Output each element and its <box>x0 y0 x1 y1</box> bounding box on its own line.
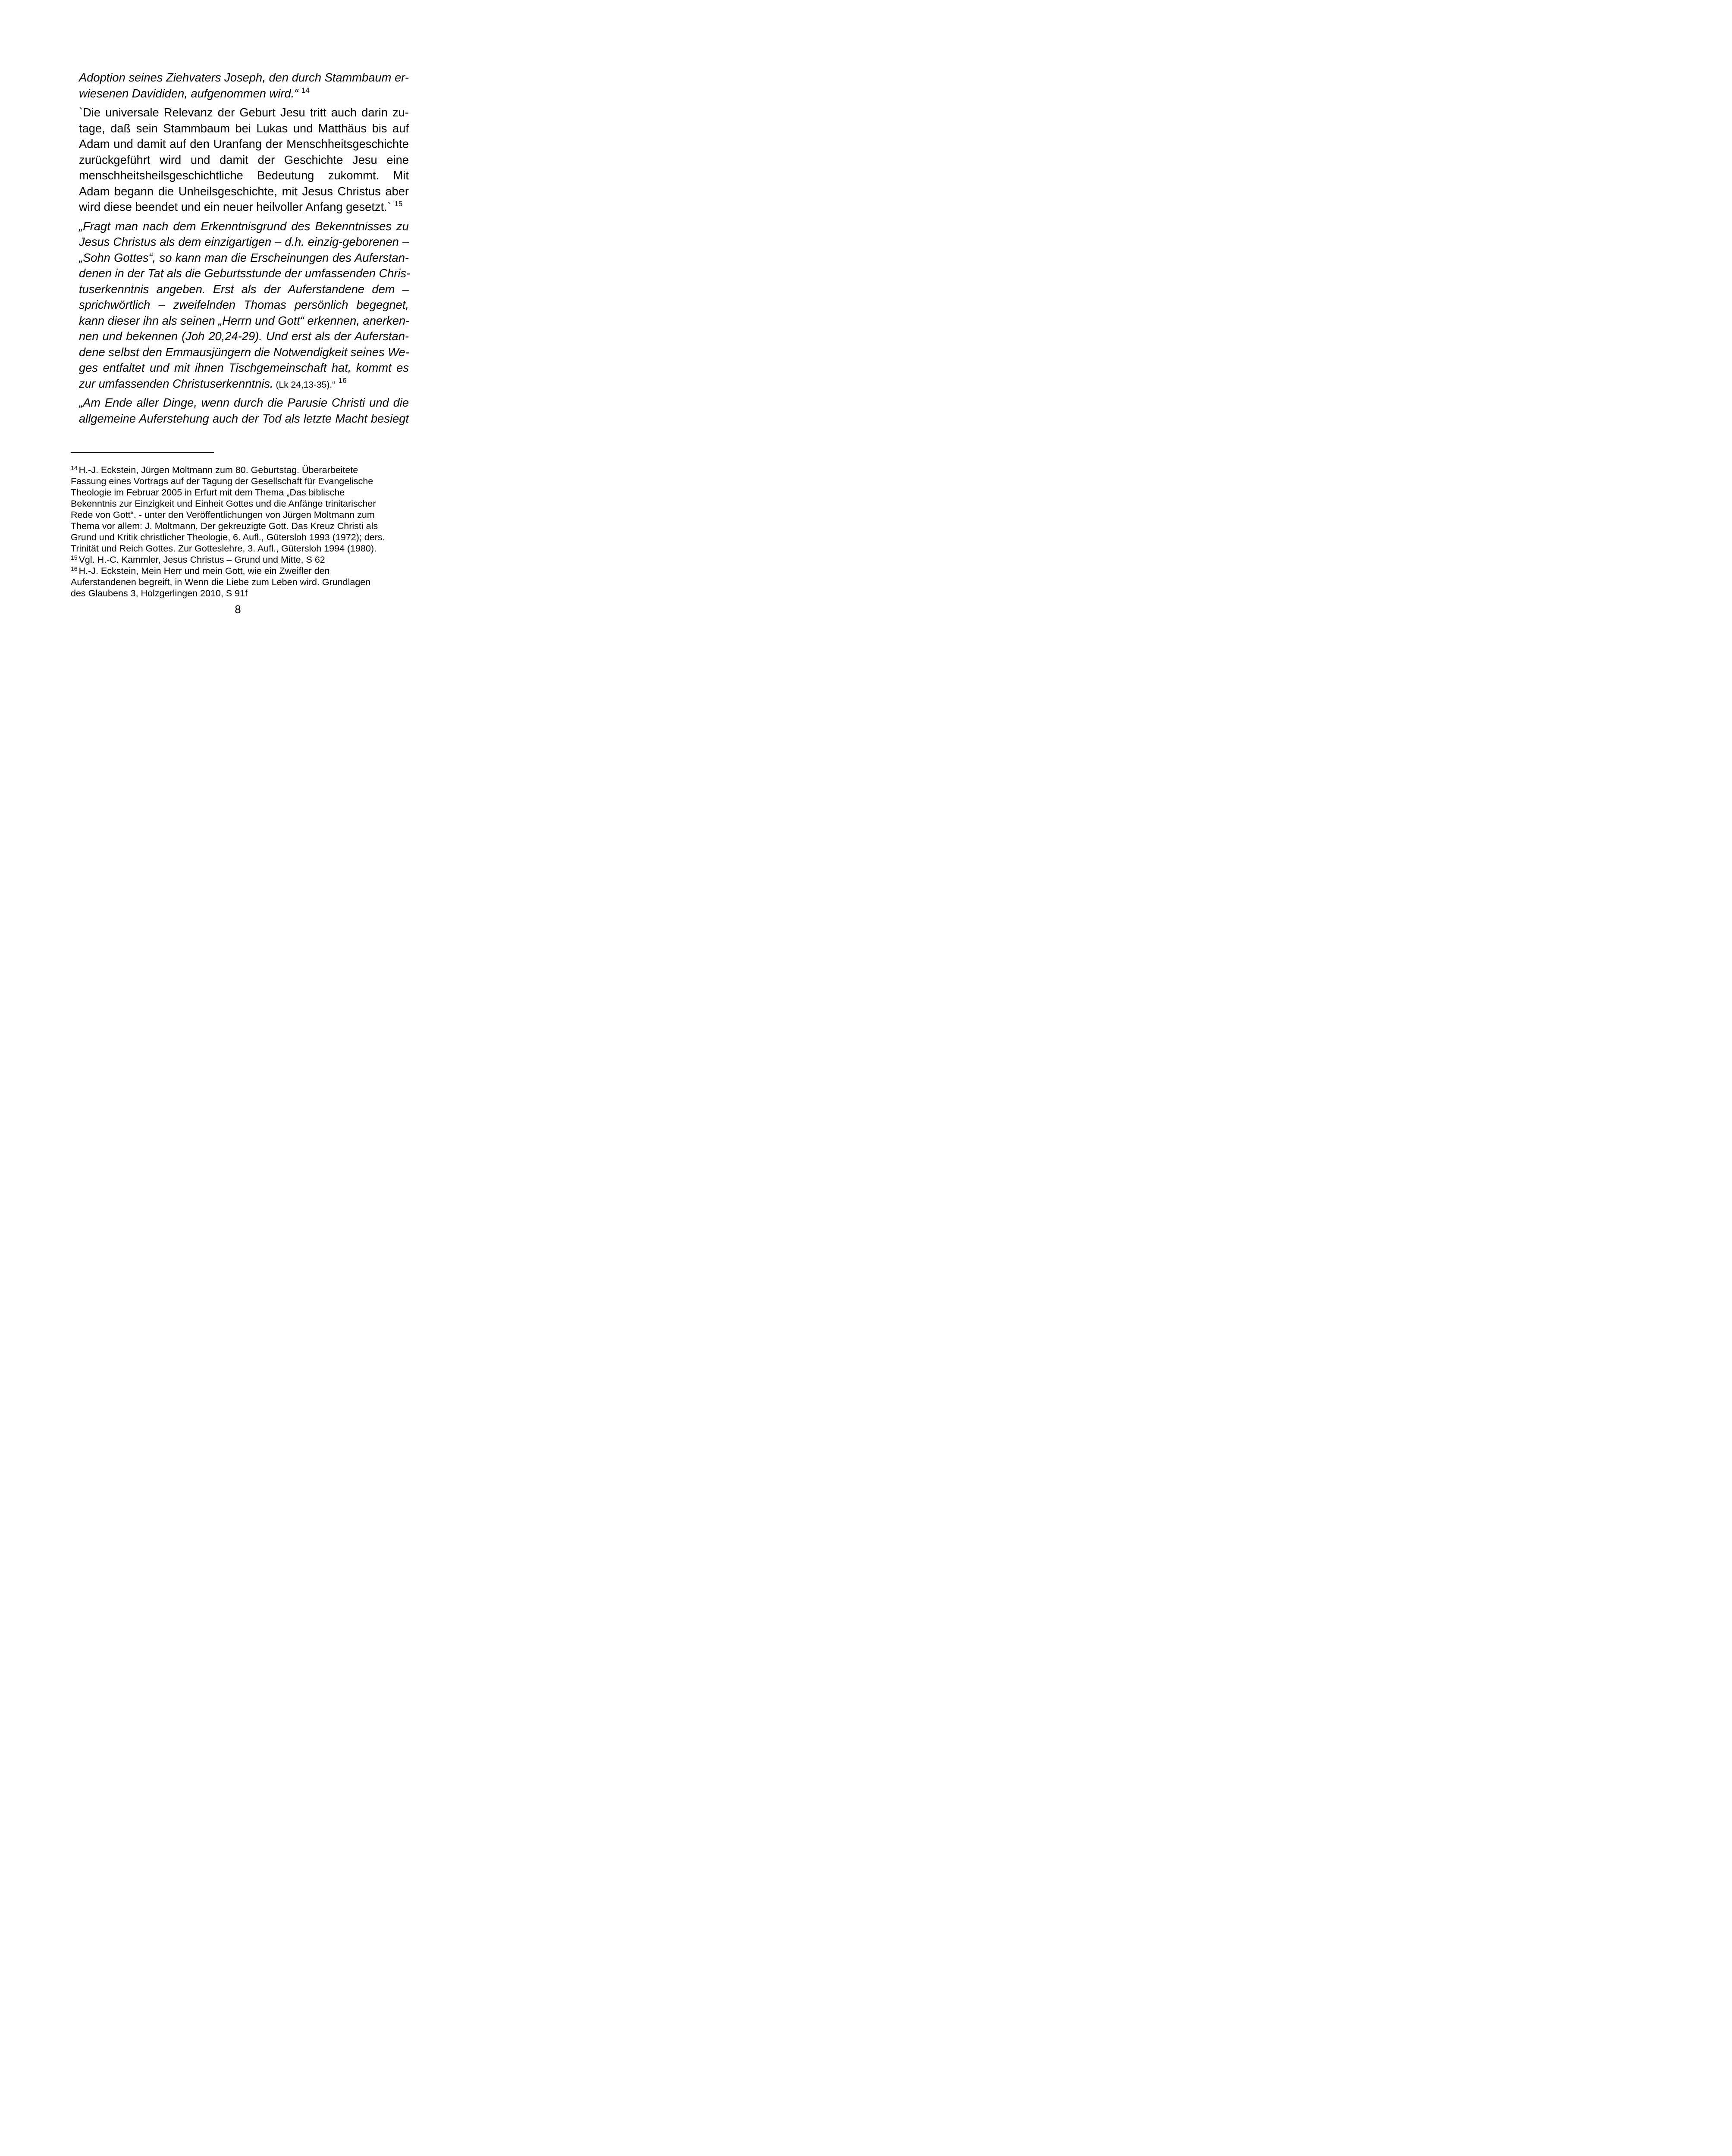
text-line <box>79 199 409 215</box>
main-text <box>79 70 409 426</box>
text-line-content: Jesus Christus als dem einzigartigen – d.h. einzig-geborenen – <box>79 235 409 248</box>
footnote-text: Trinität und Reich Gottes. Zur Gotteslehre, 3. Aufl., Gütersloh 1994 (1980). <box>71 543 377 554</box>
text-line-content: menschheitsheilsgeschichtliche Bedeutung zukommt. Mit <box>79 169 409 182</box>
text-line-content: `Die universale Relevanz der Geburt Jesu tritt auch darin zu- <box>79 106 409 119</box>
paragraph-gap <box>79 101 409 105</box>
text-line <box>79 70 409 86</box>
text-line <box>79 282 409 298</box>
text-line <box>79 86 409 102</box>
text-line-content: nen und bekennen (Joh 20,24-29). Und erst als der Auferstan- <box>79 329 409 343</box>
paragraph-gap <box>79 215 409 219</box>
footnote-line <box>71 464 407 476</box>
footnote-text: H.-J. Eckstein, Jürgen Moltmann zum 80. Geburtstag. Überarbeitete <box>78 465 358 475</box>
text-line <box>79 219 409 235</box>
footnote-line <box>71 520 407 532</box>
footnote-line <box>71 577 407 588</box>
footnote-line <box>71 487 407 498</box>
footnote-line <box>71 509 407 520</box>
text-line-content: wird diese beendet und ein neuer heilvoller Anfang gesetzt.` <box>79 200 391 213</box>
paragraph-gap <box>79 392 409 395</box>
footnote-line <box>71 476 407 487</box>
text-line <box>79 250 409 266</box>
footnote-line <box>71 532 407 543</box>
document-page <box>0 0 476 671</box>
text-line <box>79 329 409 345</box>
text-line <box>79 345 409 360</box>
footnotes <box>71 464 407 599</box>
text-line-content: ges entfaltet und mit ihnen Tischgemeinschaft hat, kommt es <box>79 361 409 374</box>
text-line-content: Adam und damit auf den Uranfang der Menschheitsgeschichte <box>79 137 409 150</box>
text-line <box>79 234 409 250</box>
footnote-text: des Glaubens 3, Holzgerlingen 2010, S 91f <box>71 588 248 599</box>
text-line <box>79 297 409 313</box>
footnote-marker[interactable]: 14 <box>301 86 310 94</box>
text-line-content: Adam begann die Unheilsgeschichte, mit Jesus Christus aber <box>79 184 409 198</box>
text-line-content: tuserkenntnis angeben. Erst als der Auferstandene dem – <box>79 282 409 296</box>
footnote-line <box>71 565 407 577</box>
text-line <box>79 105 409 121</box>
footnote-separator <box>71 452 214 453</box>
text-line <box>79 266 409 282</box>
text-line-content: „Fragt man nach dem Erkenntnisgrund des Bekenntnisses zu <box>79 219 409 233</box>
text-line <box>79 411 409 427</box>
footnote-line <box>71 498 407 509</box>
text-line <box>79 395 409 411</box>
text-line <box>79 121 409 137</box>
text-line <box>79 152 409 168</box>
text-line-content: sprichwörtlich – zweifelnden Thomas persönlich begegnet, <box>79 298 409 311</box>
footnote-number: 15 <box>71 554 78 561</box>
text-line-content: Adoption seines Ziehvaters Joseph, den durch Stammbaum er- <box>79 71 409 84</box>
text-line <box>79 136 409 152</box>
text-line-content: denen in der Tat als die Geburtsstunde der umfassenden Chris- <box>79 266 411 280</box>
text-line-content: allgemeine Auferstehung auch der Tod als letzte Macht besiegt <box>79 411 409 425</box>
text-line <box>79 168 409 184</box>
footnote-number: 14 <box>71 464 78 471</box>
text-line <box>79 360 409 376</box>
footnote-text: Bekenntnis zur Einzigkeit und Einheit Gottes und die Anfänge trinitarischer <box>71 498 376 509</box>
footnote-text: Rede von Gott“. - unter den Veröffentlichungen von Jürgen Moltmann zum <box>71 510 375 520</box>
text-line <box>79 184 409 200</box>
text-line-content: zur umfassenden Christuserkenntnis. <box>79 376 273 390</box>
footnote-text: Theologie im Februar 2005 in Erfurt mit dem Thema „Das biblische <box>71 487 345 498</box>
footnote-marker[interactable]: 15 <box>394 200 403 208</box>
footnote-text: Fassung eines Vortrags auf der Tagung der Gesellschaft für Evangelische <box>71 476 373 486</box>
footnote-line <box>71 588 407 599</box>
footnote-text: H.-J. Eckstein, Mein Herr und mein Gott, wie ein Zweifler den <box>78 566 330 576</box>
text-line-content: zurückgeführt wird und damit der Geschichte Jesu eine <box>79 153 409 166</box>
footnote-line <box>71 554 407 565</box>
footnote-marker[interactable]: 16 <box>338 376 347 385</box>
footnote-text: Thema vor allem: J. Moltmann, Der gekreuzigte Gott. Das Kreuz Christi als <box>71 521 378 531</box>
footnote-text: Grund und Kritik christlicher Theologie, 6. Aufl., Gütersloh 1993 (1972); ders. <box>71 532 385 542</box>
footnote-text: Vgl. H.-C. Kammler, Jesus Christus – Grund und Mitte, S 62 <box>78 555 325 565</box>
footnote-text: Auferstandenen begreift, in Wenn die Liebe zum Leben wird. Grundlagen <box>71 577 371 587</box>
text-line <box>79 376 409 392</box>
footnote-number: 16 <box>71 565 78 572</box>
text-line-content: „Am Ende aller Dinge, wenn durch die Parusie Christi und die <box>79 396 409 409</box>
page-number: 8 <box>235 603 241 616</box>
footnote-line <box>71 543 407 554</box>
text-line-content: wiesenen Davididen, aufgenommen wird.“ <box>79 86 298 100</box>
text-line <box>79 313 409 329</box>
bible-reference: (Lk 24,13-35).“ <box>273 379 336 390</box>
text-line-content: tage, daß sein Stammbaum bei Lukas und Matthäus bis auf <box>79 121 409 135</box>
text-line-content: kann dieser ihn als seinen „Herrn und Gott“ erkennen, anerken- <box>79 313 410 327</box>
text-line-content: dene selbst den Emmausjüngern die Notwendigkeit seines We- <box>79 345 409 359</box>
text-line-content: „Sohn Gottes“, so kann man die Erscheinungen des Auferstan- <box>79 251 409 264</box>
